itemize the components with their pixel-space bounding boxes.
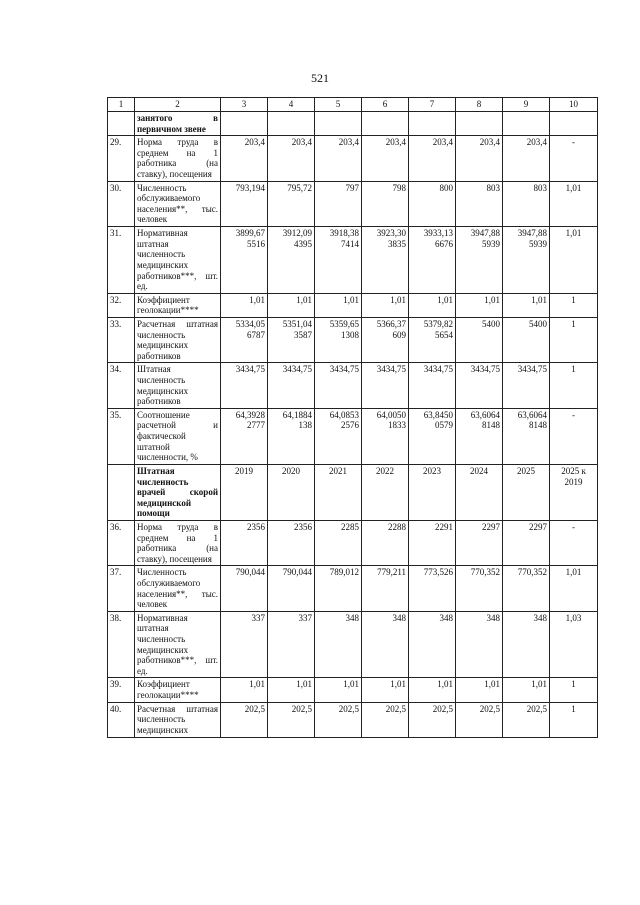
indicator-name: Численность обслуживаемого населения**, тыс. человек — [135, 566, 221, 611]
value-cell: 202,5 — [503, 702, 550, 737]
value-cell: 5334,05 6787 — [221, 317, 268, 362]
value-cell — [503, 112, 550, 136]
row-number: 34. — [108, 363, 135, 408]
value-cell: 1 — [550, 678, 598, 702]
row-number: 35. — [108, 408, 135, 464]
value-cell: 2297 — [456, 520, 503, 565]
value-cell: 63,6064 8148 — [503, 408, 550, 464]
value-cell: 1,01 — [409, 678, 456, 702]
table-row — [108, 611, 598, 678]
value-cell: 64,0050 1833 — [362, 408, 409, 464]
value-cell: 348 — [315, 611, 362, 678]
value-cell: 2356 — [268, 520, 315, 565]
value-cell: 348 — [409, 611, 456, 678]
indicator-name: Расчетная штатная численность медицинских — [135, 702, 221, 737]
value-cell — [268, 112, 315, 136]
value-cell: 3434,75 — [268, 363, 315, 408]
value-cell: 5400 — [503, 317, 550, 362]
table-row — [108, 136, 598, 181]
value-cell: 203,4 — [221, 136, 268, 181]
table-row — [108, 181, 598, 226]
value-cell: 348 — [362, 611, 409, 678]
value-cell: 1 — [550, 702, 598, 737]
header-cell: 9 — [503, 98, 550, 112]
value-cell: - — [550, 136, 598, 181]
value-cell: 789,012 — [315, 566, 362, 611]
indicator-name: Численность обслуживаемого населения**, тыс. человек — [135, 181, 221, 226]
header-row — [108, 98, 598, 112]
value-cell: 1,01 — [362, 293, 409, 317]
header-cell: 8 — [456, 98, 503, 112]
value-cell: 63,6064 8148 — [456, 408, 503, 464]
row-number: 33. — [108, 317, 135, 362]
value-cell: 3912,09 4395 — [268, 227, 315, 294]
value-cell: 202,5 — [456, 702, 503, 737]
value-cell: 202,5 — [409, 702, 456, 737]
table-row — [108, 227, 598, 294]
value-cell: 3947,88 5939 — [503, 227, 550, 294]
row-number — [108, 112, 135, 136]
value-cell: 3434,75 — [315, 363, 362, 408]
table-row — [108, 566, 598, 611]
indicator-name: Нормативная штатная численность медицинских работников***, шт. ед. — [135, 227, 221, 294]
value-cell: 2019 — [221, 464, 268, 520]
value-cell: 1,01 — [268, 678, 315, 702]
value-cell: 1,01 — [503, 678, 550, 702]
value-cell: 793,194 — [221, 181, 268, 226]
value-cell: 3434,75 — [503, 363, 550, 408]
value-cell: 1,01 — [221, 678, 268, 702]
row-number: 31. — [108, 227, 135, 294]
value-cell: 3923,30 3835 — [362, 227, 409, 294]
value-cell: 202,5 — [315, 702, 362, 737]
value-cell: 5379,82 5654 — [409, 317, 456, 362]
value-cell: 779,211 — [362, 566, 409, 611]
value-cell: 1,01 — [315, 293, 362, 317]
value-cell: 1,01 — [362, 678, 409, 702]
value-cell: 203,4 — [503, 136, 550, 181]
value-cell: 203,4 — [268, 136, 315, 181]
value-cell: 64,3928 2777 — [221, 408, 268, 464]
header-cell: 4 — [268, 98, 315, 112]
indicator-name: Норма труда в среднем на 1 работника (на ставку), посещения — [135, 136, 221, 181]
value-cell: 3933,13 6676 — [409, 227, 456, 294]
value-cell: 1,03 — [550, 611, 598, 678]
value-cell: 1,01 — [221, 293, 268, 317]
value-cell: 2022 — [362, 464, 409, 520]
value-cell: 2356 — [221, 520, 268, 565]
value-cell: 1,01 — [456, 678, 503, 702]
value-cell: 770,352 — [503, 566, 550, 611]
value-cell: 2285 — [315, 520, 362, 565]
row-number: 32. — [108, 293, 135, 317]
data-table — [107, 97, 598, 738]
value-cell: 3434,75 — [362, 363, 409, 408]
table-row — [108, 464, 598, 520]
table-row — [108, 408, 598, 464]
value-cell: 64,0853 2576 — [315, 408, 362, 464]
value-cell: 5366,37 609 — [362, 317, 409, 362]
value-cell: 803 — [456, 181, 503, 226]
value-cell: 5400 — [456, 317, 503, 362]
indicator-name: Расчетная штатная численность медицинских работников — [135, 317, 221, 362]
row-number: 40. — [108, 702, 135, 737]
indicator-name: Коэффициент геолокации**** — [135, 293, 221, 317]
value-cell: 795,72 — [268, 181, 315, 226]
value-cell — [550, 112, 598, 136]
value-cell: 803 — [503, 181, 550, 226]
row-number: 37. — [108, 566, 135, 611]
header-cell: 3 — [221, 98, 268, 112]
value-cell: 1,01 — [503, 293, 550, 317]
value-cell: 3434,75 — [409, 363, 456, 408]
value-cell: 63,8450 0579 — [409, 408, 456, 464]
header-cell: 5 — [315, 98, 362, 112]
value-cell: 2025 к 2019 — [550, 464, 598, 520]
header-cell: 6 — [362, 98, 409, 112]
value-cell — [409, 112, 456, 136]
value-cell: 202,5 — [362, 702, 409, 737]
row-number: 36. — [108, 520, 135, 565]
value-cell: 337 — [268, 611, 315, 678]
value-cell: 1,01 — [268, 293, 315, 317]
value-cell — [315, 112, 362, 136]
value-cell: 2024 — [456, 464, 503, 520]
value-cell: 3947,88 5939 — [456, 227, 503, 294]
value-cell: 1,01 — [409, 293, 456, 317]
value-cell: 203,4 — [456, 136, 503, 181]
value-cell: 5359,65 1308 — [315, 317, 362, 362]
row-number: 30. — [108, 181, 135, 226]
row-number: 38. — [108, 611, 135, 678]
value-cell: 1,01 — [456, 293, 503, 317]
indicator-name: занятого в первичном звене — [135, 112, 221, 136]
header-cell: 1 — [108, 98, 135, 112]
value-cell — [362, 112, 409, 136]
header-cell: 7 — [409, 98, 456, 112]
table-row — [108, 702, 598, 737]
value-cell: - — [550, 520, 598, 565]
indicator-name: Норма труда в среднем на 1 работника (на ставку), посещения — [135, 520, 221, 565]
value-cell: 203,4 — [362, 136, 409, 181]
value-cell: 797 — [315, 181, 362, 226]
table-row — [108, 112, 598, 136]
value-cell: 1,01 — [315, 678, 362, 702]
value-cell: 348 — [456, 611, 503, 678]
indicator-name: Штатная численность врачей скорой медицинской помощи — [135, 464, 221, 520]
table-row — [108, 317, 598, 362]
value-cell: 790,044 — [221, 566, 268, 611]
header-cell: 10 — [550, 98, 598, 112]
value-cell: 1 — [550, 293, 598, 317]
value-cell: 3918,38 7414 — [315, 227, 362, 294]
table-row — [108, 363, 598, 408]
row-number: 39. — [108, 678, 135, 702]
page-number: 521 — [311, 71, 329, 85]
value-cell — [456, 112, 503, 136]
value-cell — [221, 112, 268, 136]
value-cell: 2291 — [409, 520, 456, 565]
row-number — [108, 464, 135, 520]
indicator-name: Соотношение расчетной и фактической штатной численности, % — [135, 408, 221, 464]
value-cell: 202,5 — [268, 702, 315, 737]
value-cell: - — [550, 408, 598, 464]
value-cell: 2023 — [409, 464, 456, 520]
value-cell: 773,526 — [409, 566, 456, 611]
value-cell: 770,352 — [456, 566, 503, 611]
value-cell: 5351,04 3587 — [268, 317, 315, 362]
value-cell: 202,5 — [221, 702, 268, 737]
value-cell: 2020 — [268, 464, 315, 520]
row-number: 29. — [108, 136, 135, 181]
value-cell: 337 — [221, 611, 268, 678]
table-row — [108, 678, 598, 702]
value-cell: 1,01 — [550, 566, 598, 611]
value-cell: 203,4 — [315, 136, 362, 181]
value-cell: 3434,75 — [456, 363, 503, 408]
value-cell: 1 — [550, 317, 598, 362]
value-cell: 798 — [362, 181, 409, 226]
value-cell: 64,1884 138 — [268, 408, 315, 464]
value-cell: 1 — [550, 363, 598, 408]
indicator-name: Коэффициент геолокации**** — [135, 678, 221, 702]
value-cell: 790,044 — [268, 566, 315, 611]
indicator-name: Штатная численность медицинских работников — [135, 363, 221, 408]
value-cell: 800 — [409, 181, 456, 226]
value-cell: 3899,67 5516 — [221, 227, 268, 294]
table-row — [108, 520, 598, 565]
header-cell: 2 — [135, 98, 221, 112]
value-cell: 2021 — [315, 464, 362, 520]
value-cell: 1,01 — [550, 181, 598, 226]
value-cell: 1,01 — [550, 227, 598, 294]
indicator-name: Нормативная штатная численность медицинских работников***, шт. ед. — [135, 611, 221, 678]
value-cell: 2288 — [362, 520, 409, 565]
value-cell: 2297 — [503, 520, 550, 565]
table-row — [108, 293, 598, 317]
value-cell: 2025 — [503, 464, 550, 520]
value-cell: 203,4 — [409, 136, 456, 181]
value-cell: 348 — [503, 611, 550, 678]
value-cell: 3434,75 — [221, 363, 268, 408]
